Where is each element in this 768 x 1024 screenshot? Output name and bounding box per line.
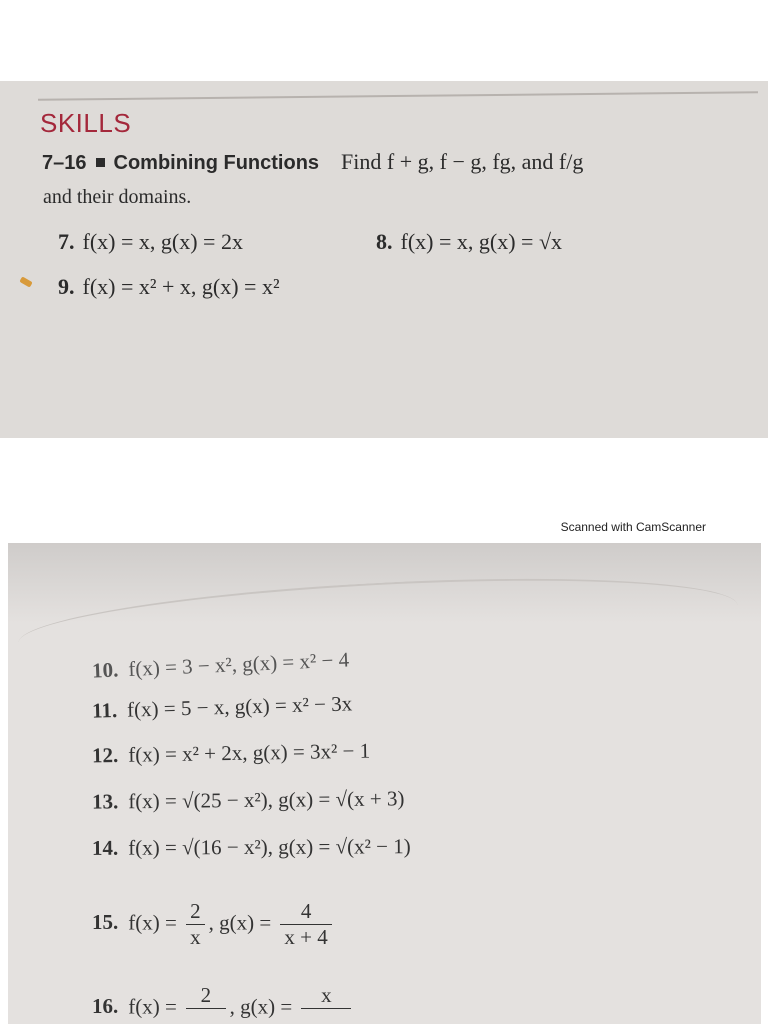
- bullet-icon: [96, 158, 105, 167]
- exercise-range: 7–16: [42, 152, 87, 174]
- top-scan-photo: [0, 81, 768, 438]
- fraction: 2: [186, 983, 226, 1024]
- problem-16: 16. f(x) = 2 , g(x) = x: [92, 983, 355, 1024]
- section-title: SKILLS: [40, 108, 132, 138]
- fraction: $\frac{2}{x}$: [186, 899, 205, 950]
- problem-12: 12. f(x) = x² + 2x, g(x) = 3x² − 1: [91, 738, 371, 768]
- exercise-instruction-cont: and their domains.: [43, 186, 192, 208]
- problem-13: 13. f(x) = √(25 − x²), g(x) = √(x + 3): [91, 786, 405, 814]
- problem-11: 11. f(x) = 5 − x, g(x) = x² − 3x: [91, 691, 353, 723]
- bottom-scan-photo: [8, 543, 761, 1024]
- problem-15: 15. f(x) = $\frac{2}{x}$ , g(x) = $\frac{4}{x + 4}$: [92, 899, 336, 950]
- pencil-mark-icon: [19, 276, 32, 287]
- exercise-instruction: Find f + g, f − g, fg, and f/g: [341, 149, 584, 174]
- page-rule: [38, 91, 758, 101]
- scanner-watermark: Scanned with CamScanner: [560, 520, 706, 534]
- problem-9: 9. f(x) = x² + x, g(x) = x²: [58, 274, 280, 299]
- fraction: x: [301, 983, 351, 1024]
- fraction: $\frac{4}{x + 4}$: [280, 899, 331, 950]
- problem-14: 14. f(x) = √(16 − x²), g(x) = √(x² − 1): [91, 834, 411, 860]
- exercise-topic: Combining Functions: [113, 152, 320, 174]
- problem-10: 10. f(x) = 3 − x², g(x) = x² − 4: [91, 647, 350, 683]
- problem-8: 8. f(x) = x, g(x) = √x: [376, 229, 563, 254]
- exercise-heading: [42, 149, 583, 175]
- problem-7: 7. f(x) = x, g(x) = 2x: [58, 229, 243, 254]
